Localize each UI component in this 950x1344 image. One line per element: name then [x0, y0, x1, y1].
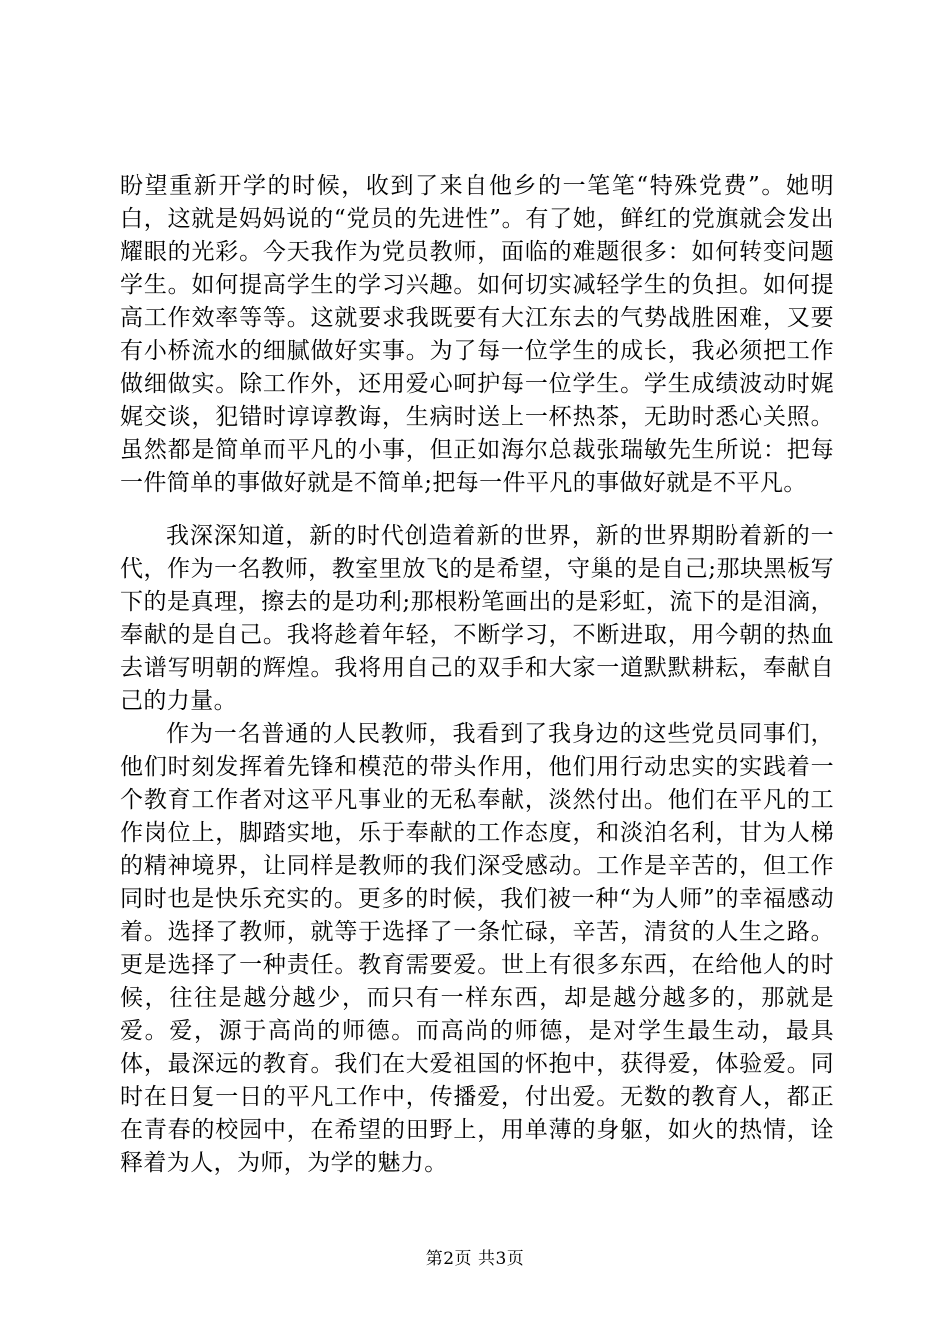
- page-number-footer: 第2页 共3页: [425, 1249, 525, 1269]
- paragraph-colleagues: 作为一名普通的人民教师，我看到了我身边的这些党员同事们，他们时刻发挥着先锋和模范的带头作用，他们用行动忠实的实践着一个教育工作者对这平凡事业的无私奉献，淡然付出。他们在平凡的工作岗位上，脚踏实地，乐于奉献的工作态度，和淡泊名利，甘为人梯的精神境界，让同样是教师的我们深受感动。工作是辛苦的，但工作同时也是快乐充实的。更多的时候，我们被一种“为人师”的幸福感动着。选择了教师，就等于选择了一条忙碌，辛苦，清贫的人生之路。更是选择了一种责任。教育需要爱。世上有很多东西，在给他人的时候，往往是越分越少，而只有一样东西，却是越分越多的，那就是爱。爱，源于高尚的师德。而高尚的师德，是对学生最生动，最具体，最深远的教育。我们在大爱祖国的怀抱中，获得爱，体验爱。同时在日复一日的平凡工作中，传播爱，付出爱。无数的教育人，都正在青春的校园中，在希望的田野上，用单薄的身躯，如火的热情，诠释着为人，为师，为学的魅力。: [120, 721, 834, 1176]
- paragraph-continued: 盼望重新开学的时候，收到了来自他乡的一笔笔“特殊党费”。她明白，这就是妈妈说的“党员的先进性”。有了她，鲜红的党旗就会发出耀眼的光彩。今天我作为党员教师，面临的难题很多：如何转变问题学生。如何提高学生的学习兴趣。如何切实减轻学生的负担。如何提高工作效率等等。这就要求我既要有大江东去的气势战胜困难，又要有小桥流水的细腻做好实事。为了每一位学生的成长，我必须把工作做细做实。除工作外，还用爱心呵护每一位学生。学生成绩波动时娓娓交谈，犯错时谆谆教诲，生病时送上一杯热茶，无助时悉心关照。虽然都是简单而平凡的小事，但正如海尔总裁张瑞敏先生所说：把每一件简单的事做好就是不简单;把每一件平凡的事做好就是不平凡。: [120, 173, 834, 496]
- document-body: [120, 170, 834, 1180]
- paragraph-era: 我深深知道，新的时代创造着新的世界，新的世界期盼着新的一代，作为一名教师，教室里放飞的是希望，守巢的是自己;那块黑板写下的是真理，擦去的是功利;那根粉笔画出的是彩虹，流下的是泪滴，奉献的是自己。我将趁着年轻，不断学习，不断进取，用今朝的热血去谱写明朝的辉煌。我将用自己的双手和大家一道默默耕耘，奉献自己的力量。: [120, 523, 834, 714]
- paragraph-gap: [120, 500, 834, 520]
